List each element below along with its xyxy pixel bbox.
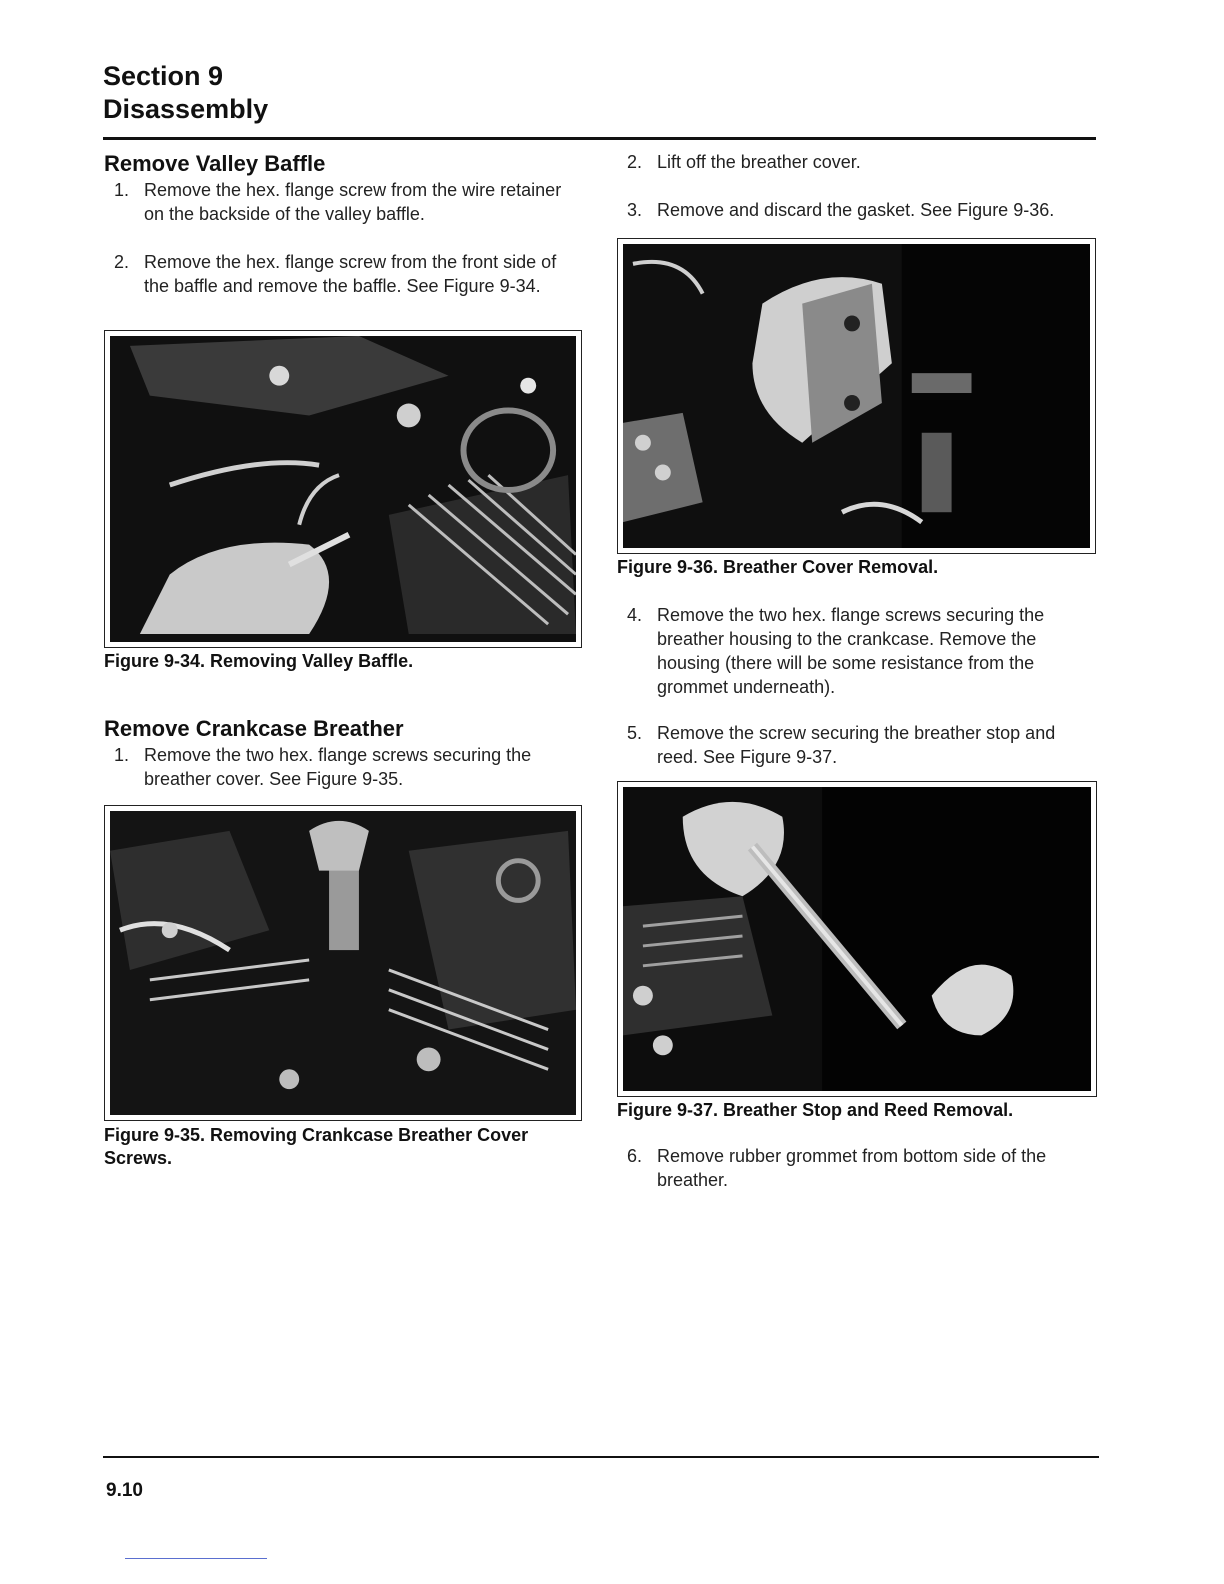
left-column: [104, 150, 582, 1170]
figure-9-37: [617, 781, 1097, 1097]
figure-9-34: [104, 330, 582, 648]
step-text: Remove the screw securing the breather stop and reed. See Figure 9-37.: [657, 723, 1056, 767]
figure-caption-9-34: Figure 9-34. Removing Valley Baffle.: [104, 651, 414, 671]
breather-cover-removal-photo-icon: [623, 244, 1090, 548]
list-item: [617, 198, 1099, 238]
step-text: Remove and discard the gasket. See Figure 9-36.: [657, 200, 1055, 220]
figure-caption-9-37: Figure 9-37. Breather Stop and Reed Removal.: [617, 1100, 1014, 1120]
step-text: Remove the hex. flange screw from the front side of the baffle and remove the baffle. See Figure 9-34.: [144, 252, 557, 296]
step-number: 1.: [114, 745, 130, 765]
valley-steps: [104, 178, 582, 330]
breather-steps: [104, 743, 582, 805]
valley-baffle-photo-icon: [110, 336, 576, 642]
page-header: [103, 60, 268, 126]
figure-caption-9-35: Figure 9-35. Removing Crankcase Breather Cover Screws.: [104, 1125, 529, 1168]
list-item: [104, 250, 582, 330]
right-steps-c: [617, 1144, 1099, 1192]
list-item: [617, 721, 1099, 781]
right-steps-b: [617, 603, 1099, 781]
section-label: Section 9: [103, 61, 224, 91]
step-number: 1.: [114, 180, 130, 200]
heading-remove-crankcase-breather: Remove Crankcase Breather: [104, 716, 404, 741]
figure-9-35: [104, 805, 582, 1121]
section-title: Disassembly: [103, 94, 269, 124]
step-number: 6.: [627, 1146, 643, 1166]
header-rule: [103, 137, 1096, 140]
right-column: [617, 150, 1099, 1192]
step-text: Lift off the breather cover.: [657, 152, 861, 172]
list-item: [617, 150, 1099, 198]
list-item: [104, 743, 582, 805]
step-text: Remove rubber grommet from bottom side of the breather.: [657, 1146, 1047, 1190]
step-number: 3.: [627, 200, 643, 220]
step-text: Remove the two hex. flange screws securing the breather cover. See Figure 9-35.: [144, 745, 532, 789]
right-steps-a: [617, 150, 1099, 238]
breather-stop-reed-photo-icon: [623, 787, 1091, 1091]
figure-9-36: [617, 238, 1096, 554]
heading-remove-valley-baffle: Remove Valley Baffle: [104, 151, 326, 176]
breather-cover-screws-photo-icon: [110, 811, 576, 1115]
step-number: 5.: [627, 723, 643, 743]
step-text: Remove the hex. flange screw from the wire retainer on the backside of the valley baffle.: [144, 180, 562, 224]
footer-link-underline: [125, 1558, 267, 1559]
page-number: 9.10: [106, 1480, 143, 1501]
step-number: 2.: [114, 252, 130, 272]
list-item: [617, 603, 1099, 721]
figure-caption-9-36: Figure 9-36. Breather Cover Removal.: [617, 557, 939, 577]
step-number: 2.: [627, 152, 643, 172]
step-number: 4.: [627, 605, 643, 625]
list-item: [104, 178, 582, 250]
list-item: [617, 1144, 1099, 1192]
footer-rule: [103, 1456, 1099, 1458]
step-text: Remove the two hex. flange screws securing the breather housing to the crankcase. Remove the housing (there will be some resistance from the grommet underneath).: [657, 605, 1045, 697]
